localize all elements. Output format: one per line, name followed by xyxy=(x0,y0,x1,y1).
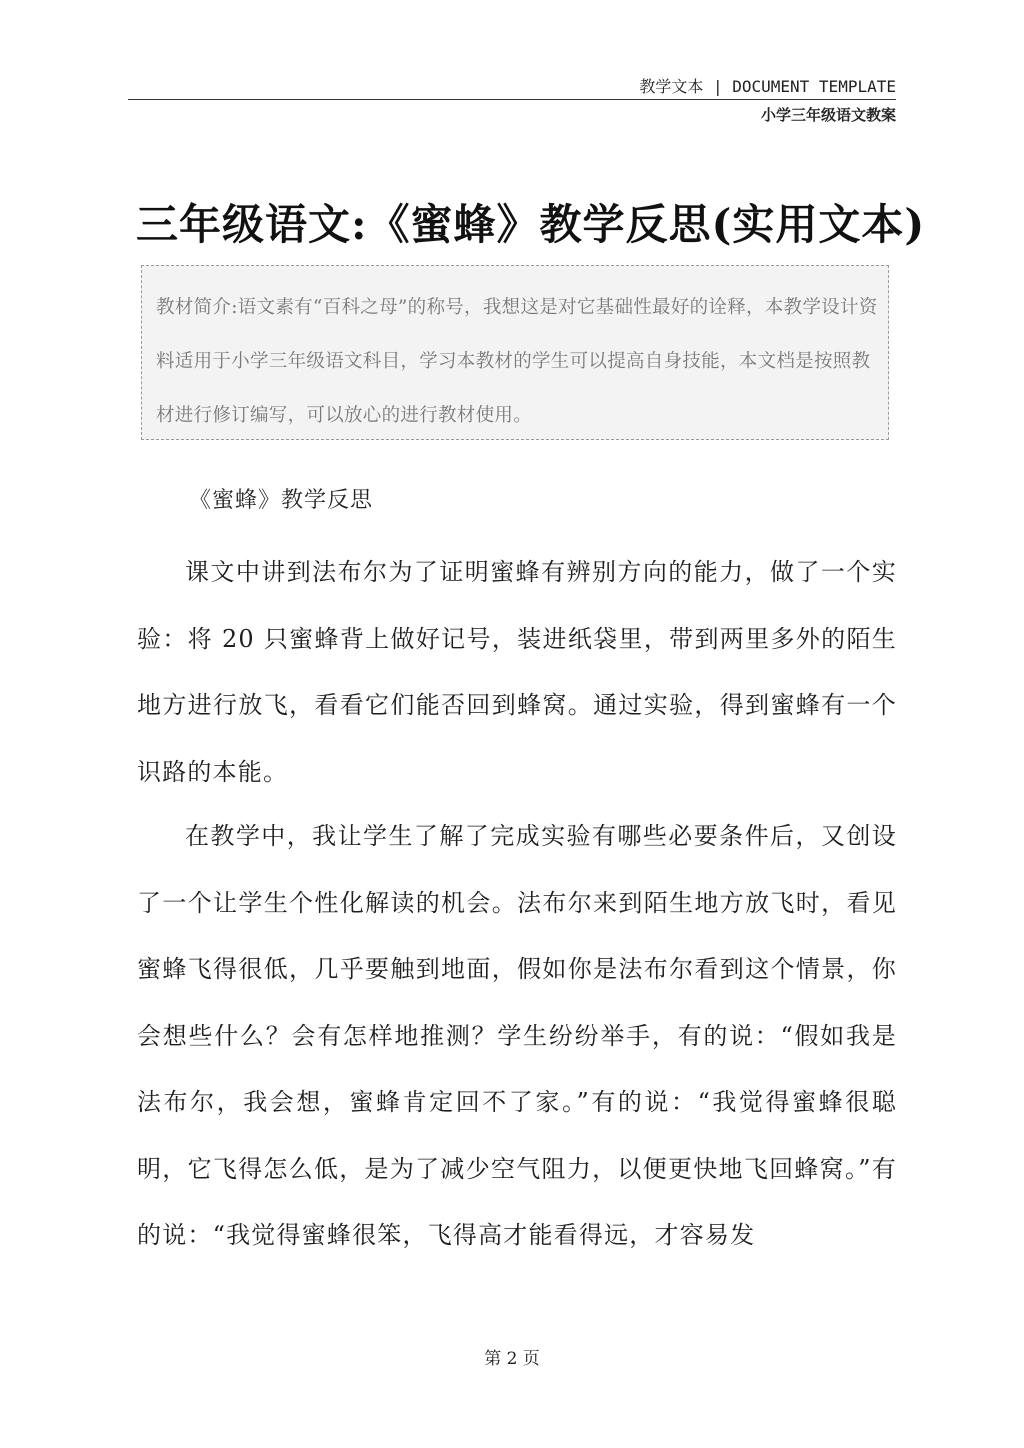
paragraph-2: 在教学中，我让学生了解了完成实验有哪些必要条件后，又创设了一个让学生个性化解读的机会。法布尔来到陌生地方放飞时，看见蜜蜂飞得很低，几乎要触到地面，假如你是法布尔看到这个情景，你会想些什么？会有怎样地推测？学生纷纷举手，有的说：“假如我是法布尔，我会想，蜜蜂肯定回不了家。”有的说：“我觉得蜜蜂很聪明，它飞得怎么低，是为了减少空气阻力，以便更快地飞回蜂窝。”有的说：“我觉得蜜蜂很笨，飞得高才能看得远，才容易发 xyxy=(137,822,897,1249)
section-heading: 《蜜蜂》教学反思 xyxy=(189,488,374,513)
intro-text: 教材简介:语文素有“百科之母”的称号，我想这是对它基础性最好的诠释，本教学设计资料适用于小学三年级语文科目，学习本教材的学生可以提高自身技能，本文档是按照教材进行修订编写，可以放心的进行教材使用。 xyxy=(156,297,878,426)
header-document-template: 教学文本 | DOCUMENT TEMPLATE xyxy=(639,77,896,96)
intro-box xyxy=(141,265,889,440)
header-divider xyxy=(128,99,896,100)
header-subtitle: 小学三年级语文教案 xyxy=(760,106,896,124)
paragraph-1: 课文中讲到法布尔为了证明蜜蜂有辨别方向的能力，做了一个实验：将 20 只蜜蜂背上做好记号，装进纸袋里，带到两里多外的陌生地方进行放飞，看看它们能否回到蜂窝。通过实验，得到蜜蜂有一个识路的本能。 xyxy=(137,558,897,786)
document-title: 三年级语文:《蜜蜂》教学反思(实用文本) xyxy=(136,200,926,249)
page-number: 第 2 页 xyxy=(484,1349,540,1369)
